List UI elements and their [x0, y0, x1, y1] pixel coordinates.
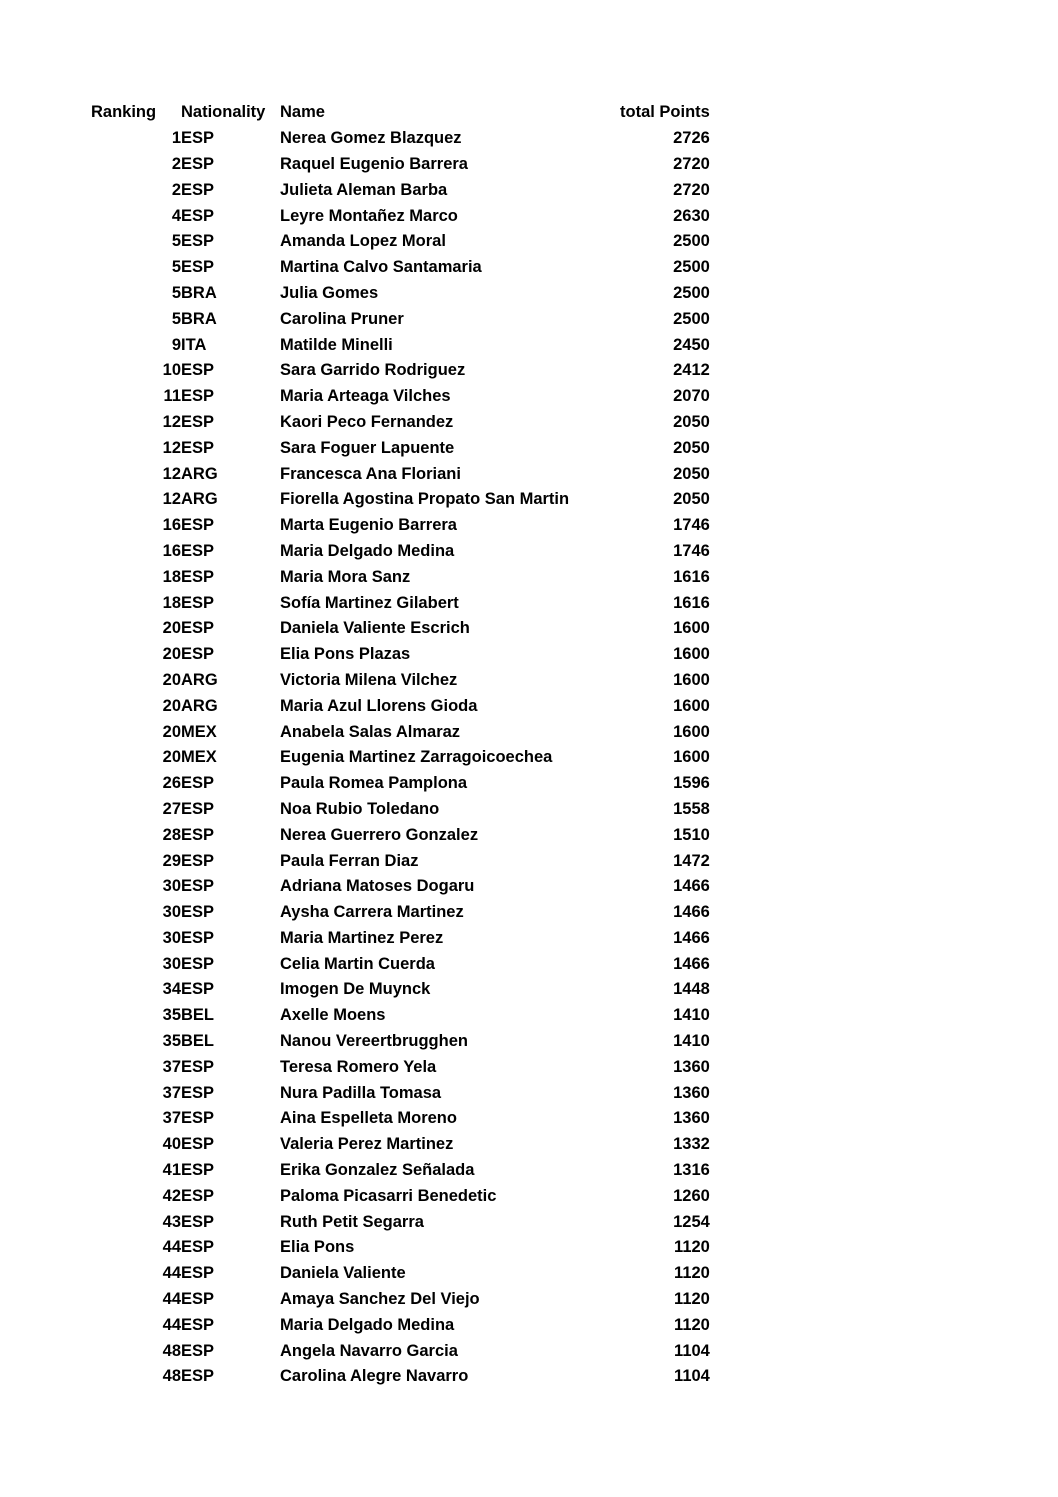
ranking-cell: 5 [171, 258, 181, 277]
nationality-cell: ESP [181, 1367, 215, 1386]
ranking-cell: 2 [171, 180, 181, 199]
ranking-cell: 44 [162, 1315, 181, 1334]
ranking-cell: 41 [162, 1161, 181, 1180]
name-cell: Marta Eugenio Barrera [280, 516, 457, 535]
table-row [91, 771, 710, 797]
table-row [91, 384, 710, 410]
points-cell: 1600 [673, 748, 710, 767]
ranking-cell: 43 [162, 1212, 181, 1231]
points-cell: 2500 [673, 283, 710, 302]
name-cell: Teresa Romero Yela [280, 1057, 437, 1076]
ranking-cell: 42 [162, 1186, 181, 1205]
name-cell: Julia Gomes [280, 283, 379, 302]
nationality-cell: ESP [181, 361, 215, 380]
points-cell: 1120 [674, 1264, 710, 1283]
ranking-cell: 20 [162, 748, 181, 767]
ranking-cell: 30 [162, 877, 181, 896]
nationality-cell: ESP [181, 1212, 215, 1231]
nationality-cell: ESP [181, 954, 215, 973]
name-cell: Fiorella Agostina Propato San Martin [280, 490, 570, 509]
ranking-cell: 16 [162, 541, 181, 560]
ranking-cell: 44 [162, 1290, 181, 1309]
nationality-cell: ESP [181, 1186, 215, 1205]
ranking-cell: 30 [162, 903, 181, 922]
ranking-cell: 30 [162, 928, 181, 947]
nationality-cell: ESP [181, 412, 215, 431]
table-row [91, 358, 710, 384]
name-cell: Aina Espelleta Moreno [280, 1109, 457, 1128]
points-cell: 1600 [673, 670, 710, 689]
name-cell: Maria Delgado Medina [280, 1315, 455, 1334]
nationality-cell: ESP [181, 541, 215, 560]
name-cell: Nerea Guerrero Gonzalez [280, 825, 479, 844]
nationality-cell: ESP [181, 1057, 215, 1076]
ranking-cell: 12 [162, 464, 181, 483]
nationality-cell: ESP [181, 980, 215, 999]
table-row [91, 745, 710, 771]
points-cell: 2050 [673, 464, 710, 483]
points-cell: 2412 [673, 361, 710, 380]
name-cell: Noa Rubio Toledano [280, 799, 440, 818]
ranking-cell: 10 [162, 361, 181, 380]
name-cell: Celia Martin Cuerda [280, 954, 435, 973]
name-cell: Adriana Matoses Dogaru [280, 877, 475, 896]
table-row [91, 126, 710, 152]
ranking-cell: 5 [171, 232, 181, 251]
name-cell: Amanda Lopez Moral [280, 232, 446, 251]
table-row [91, 693, 710, 719]
points-cell: 2050 [673, 490, 710, 509]
table-row [91, 539, 710, 565]
table-row [91, 306, 710, 332]
nationality-cell: ESP [181, 516, 215, 535]
name-cell: Paula Ferran Diaz [280, 851, 419, 870]
table-row [91, 435, 710, 461]
points-cell: 1600 [673, 619, 710, 638]
points-cell: 1120 [674, 1290, 710, 1309]
name-cell: Matilde Minelli [280, 335, 393, 354]
ranking-cell: 20 [162, 670, 181, 689]
points-cell: 1104 [674, 1341, 710, 1360]
ranking-cell: 30 [162, 954, 181, 973]
nationality-cell: ARG [181, 696, 218, 715]
nationality-cell: ARG [181, 490, 218, 509]
ranking-cell: 20 [162, 645, 181, 664]
points-cell: 2050 [673, 412, 710, 431]
points-cell: 1746 [673, 516, 710, 535]
name-cell: Axelle Moens [280, 1006, 386, 1025]
points-cell: 2050 [673, 438, 710, 457]
nationality-cell: ESP [181, 1161, 215, 1180]
nationality-cell: ESP [181, 1315, 215, 1334]
table-row [91, 951, 710, 977]
points-cell: 2500 [673, 258, 710, 277]
points-cell: 1558 [673, 799, 710, 818]
ranking-cell: 48 [162, 1341, 181, 1360]
nationality-cell: ESP [181, 438, 215, 457]
name-cell: Daniela Valiente Escrich [280, 619, 470, 638]
ranking-cell: 37 [162, 1109, 181, 1128]
name-cell: Kaori Peco Fernandez [280, 412, 454, 431]
ranking-cell: 18 [162, 593, 181, 612]
name-cell: Paula Romea Pamplona [280, 774, 468, 793]
ranking-cell: 9 [171, 335, 181, 354]
table-row [91, 1106, 710, 1132]
name-cell: Elia Pons [280, 1238, 355, 1257]
table-row [91, 513, 710, 539]
points-cell: 1600 [673, 645, 710, 664]
nationality-cell: BEL [181, 1006, 214, 1025]
table-row [91, 1080, 710, 1106]
points-cell: 2070 [673, 387, 710, 406]
nationality-cell: ESP [181, 825, 215, 844]
ranking-cell: 20 [162, 619, 181, 638]
nationality-cell: ESP [181, 928, 215, 947]
nationality-cell: ESP [181, 206, 215, 225]
table-row [91, 177, 710, 203]
ranking-cell: 18 [162, 567, 181, 586]
points-cell: 1600 [673, 696, 710, 715]
ranking-cell: 26 [162, 774, 181, 793]
table-row [91, 1003, 710, 1029]
name-cell: Erika Gonzalez Señalada [280, 1161, 475, 1180]
ranking-cell: 34 [162, 980, 181, 999]
name-cell: Valeria Perez Martinez [280, 1135, 454, 1154]
points-cell: 1510 [673, 825, 710, 844]
nationality-cell: ESP [181, 619, 215, 638]
table-row [91, 564, 710, 590]
nationality-cell: ARG [181, 670, 218, 689]
name-cell: Sara Garrido Rodriguez [280, 361, 466, 380]
points-cell: 1360 [673, 1083, 710, 1102]
header-total-points: total Points [620, 103, 710, 122]
points-cell: 1466 [673, 928, 710, 947]
points-cell: 1466 [673, 954, 710, 973]
ranking-cell: 27 [162, 799, 181, 818]
ranking-table [91, 100, 710, 1390]
nationality-cell: ESP [181, 1238, 215, 1257]
ranking-cell: 40 [162, 1135, 181, 1154]
ranking-sheet [91, 100, 710, 1390]
name-cell: Paloma Picasarri Benedetic [280, 1186, 497, 1205]
nationality-cell: ESP [181, 774, 215, 793]
table-row [91, 719, 710, 745]
table-row [91, 281, 710, 307]
name-cell: Raquel Eugenio Barrera [280, 154, 468, 173]
ranking-cell: 48 [162, 1367, 181, 1386]
nationality-cell: ESP [181, 129, 215, 148]
points-cell: 1120 [674, 1315, 710, 1334]
ranking-cell: 5 [171, 283, 181, 302]
table-row [91, 848, 710, 874]
ranking-cell: 28 [162, 825, 181, 844]
nationality-cell: ESP [181, 877, 215, 896]
name-cell: Angela Navarro Garcia [280, 1341, 458, 1360]
ranking-table-body [91, 126, 710, 1390]
name-cell: Maria Martinez Perez [280, 928, 444, 947]
nationality-cell: ESP [181, 232, 215, 251]
name-cell: Nerea Gomez Blazquez [280, 129, 462, 148]
ranking-cell: 12 [162, 412, 181, 431]
table-row [91, 900, 710, 926]
name-cell: Ruth Petit Segarra [280, 1212, 424, 1231]
points-cell: 1104 [674, 1367, 710, 1386]
points-cell: 2450 [673, 335, 710, 354]
name-cell: Sofía Martinez Gilabert [280, 593, 459, 612]
name-cell: Julieta Aleman Barba [280, 180, 448, 199]
table-row [91, 797, 710, 823]
nationality-cell: ESP [181, 1135, 215, 1154]
nationality-cell: ESP [181, 1290, 215, 1309]
points-cell: 1254 [673, 1212, 710, 1231]
header-nationality: Nationality [181, 103, 266, 122]
ranking-cell: 44 [162, 1264, 181, 1283]
table-row [91, 1209, 710, 1235]
name-cell: Leyre Montañez Marco [280, 206, 458, 225]
ranking-cell: 12 [162, 438, 181, 457]
ranking-cell: 12 [162, 490, 181, 509]
points-cell: 1120 [674, 1238, 710, 1257]
nationality-cell: ITA [181, 335, 207, 354]
points-cell: 1600 [673, 722, 710, 741]
name-cell: Martina Calvo Santamaria [280, 258, 482, 277]
nationality-cell: ESP [181, 154, 215, 173]
points-cell: 2500 [673, 232, 710, 251]
name-cell: Victoria Milena Vilchez [280, 670, 458, 689]
name-cell: Amaya Sanchez Del Viejo [280, 1290, 480, 1309]
table-row [91, 874, 710, 900]
ranking-cell: 35 [162, 1006, 181, 1025]
name-cell: Daniela Valiente [280, 1264, 406, 1283]
points-cell: 2630 [673, 206, 710, 225]
table-row [91, 1261, 710, 1287]
ranking-cell: 20 [162, 722, 181, 741]
header-name: Name [280, 103, 325, 122]
nationality-cell: BRA [181, 283, 217, 302]
ranking-cell: 37 [162, 1057, 181, 1076]
name-cell: Maria Azul Llorens Gioda [280, 696, 478, 715]
table-row [91, 1132, 710, 1158]
points-cell: 1260 [673, 1186, 710, 1205]
nationality-cell: MEX [181, 722, 217, 741]
table-row [91, 1235, 710, 1261]
ranking-cell: 37 [162, 1083, 181, 1102]
points-cell: 2500 [673, 309, 710, 328]
nationality-cell: ESP [181, 1341, 215, 1360]
nationality-cell: ESP [181, 593, 215, 612]
name-cell: Maria Delgado Medina [280, 541, 455, 560]
name-cell: Maria Mora Sanz [280, 567, 411, 586]
table-row [91, 410, 710, 436]
table-row [91, 1183, 710, 1209]
points-cell: 1332 [673, 1135, 710, 1154]
name-cell: Sara Foguer Lapuente [280, 438, 455, 457]
table-row [91, 229, 710, 255]
nationality-cell: BRA [181, 309, 217, 328]
nationality-cell: ESP [181, 1083, 215, 1102]
table-header-row [91, 100, 710, 126]
name-cell: Aysha Carrera Martinez [280, 903, 464, 922]
table-row [91, 1338, 710, 1364]
points-cell: 2720 [673, 154, 710, 173]
table-row [91, 461, 710, 487]
points-cell: 1466 [673, 877, 710, 896]
name-cell: Francesca Ana Floriani [280, 464, 461, 483]
points-cell: 1472 [673, 851, 710, 870]
name-cell: Nura Padilla Tomasa [280, 1083, 442, 1102]
ranking-cell: 5 [171, 309, 181, 328]
table-row [91, 1158, 710, 1184]
table-row [91, 203, 710, 229]
points-cell: 1360 [673, 1057, 710, 1076]
table-row [91, 1312, 710, 1338]
header-ranking: Ranking [91, 103, 157, 122]
name-cell: Anabela Salas Almaraz [280, 722, 461, 741]
ranking-cell: 1 [171, 129, 181, 148]
points-cell: 1448 [673, 980, 710, 999]
ranking-cell: 29 [162, 851, 181, 870]
name-cell: Imogen De Muynck [280, 980, 431, 999]
table-row [91, 1029, 710, 1055]
points-cell: 1316 [673, 1161, 710, 1180]
table-row [91, 487, 710, 513]
nationality-cell: ESP [181, 645, 215, 664]
points-cell: 1616 [673, 567, 710, 586]
nationality-cell: ESP [181, 799, 215, 818]
table-row [91, 152, 710, 178]
points-cell: 1746 [673, 541, 710, 560]
ranking-cell: 35 [162, 1032, 181, 1051]
ranking-cell: 20 [162, 696, 181, 715]
nationality-cell: ARG [181, 464, 218, 483]
table-row [91, 255, 710, 281]
nationality-cell: ESP [181, 1264, 215, 1283]
name-cell: Nanou Vereertbrugghen [280, 1032, 468, 1051]
nationality-cell: MEX [181, 748, 217, 767]
nationality-cell: ESP [181, 851, 215, 870]
name-cell: Eugenia Martinez Zarragoicoechea [280, 748, 553, 767]
ranking-cell: 4 [171, 206, 181, 225]
table-row [91, 926, 710, 952]
ranking-cell: 44 [162, 1238, 181, 1257]
table-row [91, 668, 710, 694]
table-row [91, 642, 710, 668]
ranking-cell: 2 [171, 154, 181, 173]
table-row [91, 1364, 710, 1390]
table-row [91, 1054, 710, 1080]
table-row [91, 822, 710, 848]
table-row [91, 616, 710, 642]
nationality-cell: ESP [181, 258, 215, 277]
nationality-cell: BEL [181, 1032, 214, 1051]
nationality-cell: ESP [181, 180, 215, 199]
nationality-cell: ESP [181, 1109, 215, 1128]
nationality-cell: ESP [181, 387, 215, 406]
points-cell: 2726 [673, 129, 710, 148]
table-row [91, 590, 710, 616]
table-row [91, 332, 710, 358]
points-cell: 1410 [673, 1032, 710, 1051]
nationality-cell: ESP [181, 903, 215, 922]
ranking-cell: 11 [163, 387, 181, 406]
points-cell: 1596 [673, 774, 710, 793]
points-cell: 1360 [673, 1109, 710, 1128]
table-row [91, 977, 710, 1003]
nationality-cell: ESP [181, 567, 215, 586]
points-cell: 1410 [673, 1006, 710, 1025]
name-cell: Carolina Alegre Navarro [280, 1367, 469, 1386]
name-cell: Maria Arteaga Vilches [280, 387, 451, 406]
ranking-cell: 16 [162, 516, 181, 535]
name-cell: Elia Pons Plazas [280, 645, 411, 664]
points-cell: 2720 [673, 180, 710, 199]
points-cell: 1466 [673, 903, 710, 922]
table-row [91, 1287, 710, 1313]
points-cell: 1616 [673, 593, 710, 612]
name-cell: Carolina Pruner [280, 309, 404, 328]
